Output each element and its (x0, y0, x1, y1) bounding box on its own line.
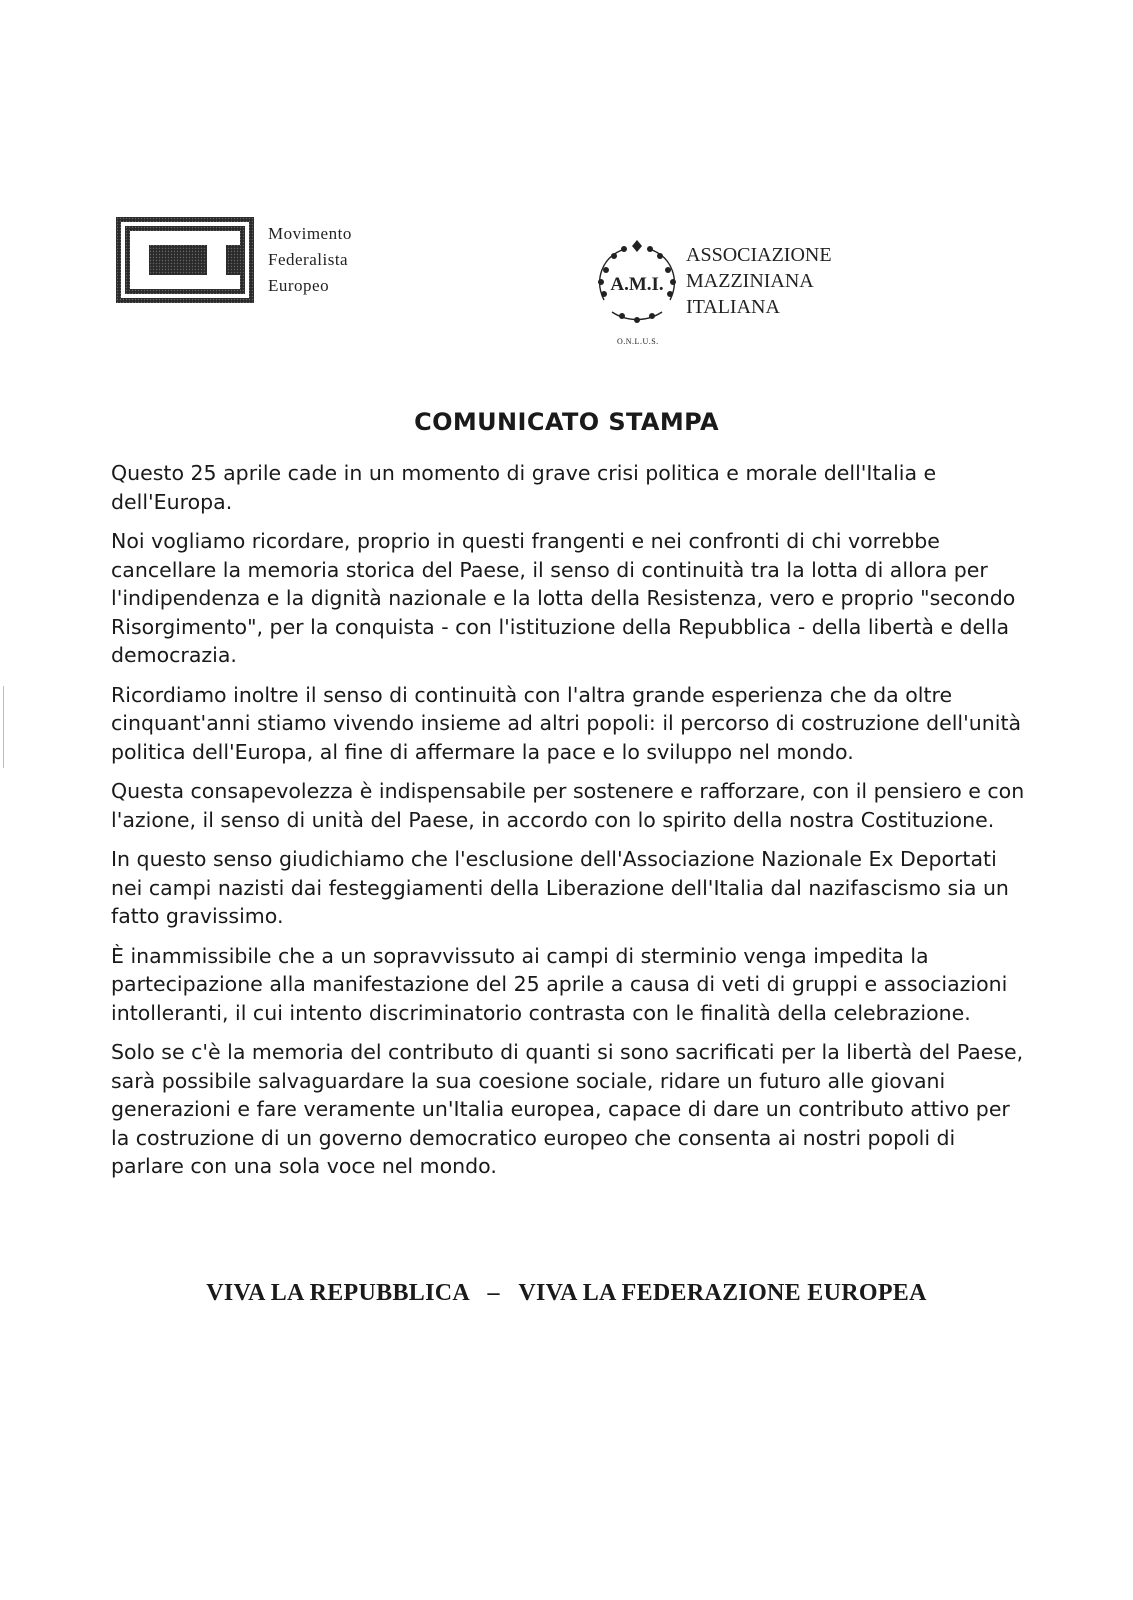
scan-margin-mark (3, 686, 4, 768)
document-title: COMUNICATO STAMPA (414, 408, 719, 436)
mfe-name (268, 221, 352, 299)
mfe-line-1: Movimento (268, 224, 352, 243)
ami-line-2: MAZZINIANA (686, 270, 814, 292)
paragraph-2: Noi vogliamo ricordare, proprio in questi frangenti e nei confronti di chi vorrebbe cancellare la memoria storica del Paese, il senso di continuità tra la lotta di allora per l'indipendenza e la dignità nazionale e la lotta della Resistenza, vero e proprio "secondo Risorgimento", per la conquista - con l'istituzione della Repubblica - della libertà e della democrazia. (111, 529, 1016, 667)
mfe-line-2: Federalista (268, 250, 349, 269)
ami-onlus-label: O.N.L.U.S. (617, 337, 659, 346)
paragraph-7: Solo se c'è la memoria del contributo di quanti si sono sacrificati per la libertà del Paese, sarà possibile salvaguardare la sua coesione sociale, ridare un futuro alle giovani generazioni e fare veramente un'Italia europea, capace di dare un contributo attivo per la costruzione di un governo democratico europeo che consenta ai nostri popoli di parlare con una sola voce nel mondo. (111, 1040, 1024, 1178)
paragraph-1: Questo 25 aprile cade in un momento di grave crisi politica e morale dell'Italia e dell'Europa. (111, 461, 937, 514)
paragraph-3: Ricordiamo inoltre il senso di continuità con l'altra grande esperienza che da oltre cinquant'anni stiamo vivendo insieme ad altri popoli: il percorso di costruzione dell'unità politica dell'Europa, al fine di affermare la pace e lo sviluppo nel mondo. (111, 682, 1022, 764)
ami-emblem-letters: A.M.I. (610, 274, 664, 295)
paragraph-6: È inammissibile che a un sopravvissuto ai campi di sterminio venga impedita la partecipazione alla manifestazione del 25 aprile a causa di veti di gruppi e associazioni intolleranti, il cui intento discriminatorio contrasta con le finalità della celebrazione. (111, 943, 1008, 1025)
footer-slogan: VIVA LA REPUBBLICA – VIVA LA FEDERAZIONE EUROPEA (206, 1280, 927, 1306)
ami-line-3: ITALIANA (686, 296, 780, 318)
ami-emblem-icon (592, 240, 682, 328)
ami-name (686, 242, 832, 320)
document-body (111, 459, 1031, 1192)
paragraph-4: Questa consapevolezza è indispensabile per sostenere e rafforzare, con il pensiero e con l'azione, il senso di unità del Paese, in accordo con lo spirito della nostra Costituzione. (111, 779, 1025, 832)
paragraph-5: In questo senso giudichiamo che l'esclusione dell'Associazione Nazionale Ex Deportati nei campi nazisti dai festeggiamenti della Liberazione dell'Italia dal nazifascismo sia un fatto gravissimo. (111, 847, 1009, 928)
mfe-line-3: Europeo (268, 276, 330, 295)
ami-line-1: ASSOCIAZIONE (686, 244, 832, 266)
mfe-logo-icon (116, 217, 254, 303)
